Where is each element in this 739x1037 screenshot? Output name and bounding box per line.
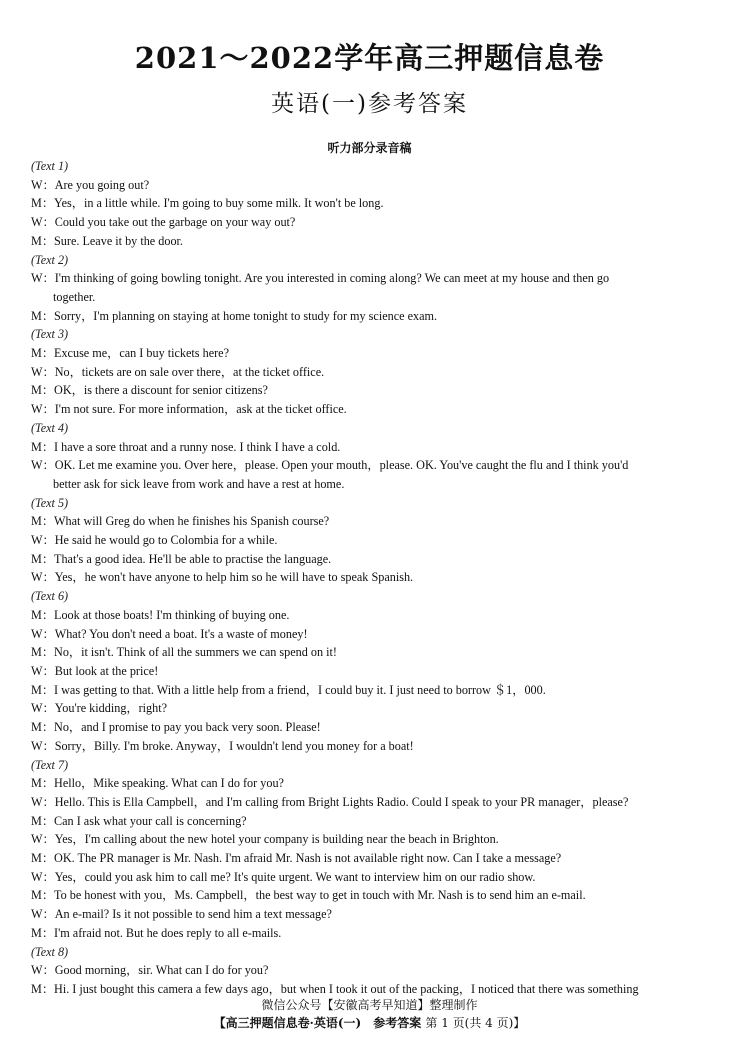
- text-section-label: (Text 8): [31, 944, 69, 959]
- footer-paper-name: 【高三押题信息卷·英语(一) 参考答案: [213, 1016, 422, 1030]
- dialogue-line: W：Yes，could you ask him to call me? It's quite urgent. We want to interview him on our radio show.: [31, 869, 536, 884]
- text-section-label: (Text 7): [31, 757, 69, 772]
- text-section-label: (Text 6): [31, 589, 69, 604]
- document-subtitle: 英语(一)参考答案: [271, 91, 468, 117]
- dialogue-line: M：No，and I promise to pay you back very soon. Please!: [31, 720, 321, 735]
- text-section-label: (Text 5): [31, 495, 69, 510]
- dialogue-line: M：Sorry，I'm planning on staying at home tonight to study for my science exam.: [31, 308, 438, 323]
- section-title: 听力部分录音稿: [327, 141, 412, 155]
- dialogue-line: M：Hello，Mike speaking. What can I do for you?: [31, 776, 284, 791]
- text-section-label: (Text 1): [31, 159, 69, 173]
- dialogue-line: W：Hello. This is Ella Campbell，and I'm calling from Bright Lights Radio. Could I speak to your PR manager，please?: [31, 794, 629, 809]
- dialogue-line: W：What? You don't need a boat. It's a waste of money!: [31, 626, 308, 641]
- dialogue-line: M：Sure. Leave it by the door.: [31, 233, 183, 248]
- dialogue-line: together.: [53, 289, 96, 304]
- dialogue-line: W：I'm not sure. For more information，ask at the ticket office.: [31, 402, 347, 417]
- dialogue-line: W：Yes，I'm calling about the new hotel your company is building near the beach in Brighton.: [31, 832, 499, 847]
- dialogue-line: W：But look at the price!: [31, 663, 159, 678]
- dialogue-line: M：Look at those boats! I'm thinking of buying one.: [31, 607, 290, 622]
- dialogue-line: M：OK，is there a discount for senior citizens?: [31, 383, 268, 398]
- text-section-label: (Text 2): [31, 252, 69, 267]
- dialogue-line: W：Sorry，Billy. I'm broke. Anyway，I wouldn't lend you money for a boat!: [31, 738, 414, 753]
- dialogue-line: M：Can I ask what your call is concerning?: [31, 813, 247, 828]
- text-section-label: (Text 3): [31, 327, 69, 342]
- dialogue-line: M：I was getting to that. With a little help from a friend，I could buy it. I just need to borrow ＄1，000.: [31, 682, 546, 697]
- dialogue-line: W：Are you going out?: [31, 177, 150, 192]
- footer-page-number: 第 1 页(共 4 页)】: [425, 1016, 526, 1030]
- dialogue-line: W：He said he would go to Colombia for a while.: [31, 533, 278, 548]
- footer-page-info: [0, 1014, 739, 1031]
- document-title: 2021～2022学年高三押题信息卷: [134, 41, 605, 75]
- dialogue-line: W：Yes，he won't have anyone to help him so he will have to speak Spanish.: [31, 570, 414, 585]
- dialogue-line: M：What will Greg do when he finishes his Spanish course?: [31, 514, 330, 529]
- transcript-body: [31, 157, 715, 999]
- dialogue-line: M：Yes，in a little while. I'm going to buy some milk. It won't be long.: [31, 196, 384, 211]
- dialogue-line: W：Could you take out the garbage on your way out?: [31, 215, 296, 230]
- dialogue-line: W：Good morning，sir. What can I do for you?: [31, 963, 269, 978]
- dialogue-line: M：To be honest with you，Ms. Campbell，the best way to get in touch with Mr. Nash is to send him an e-mail.: [31, 888, 586, 903]
- dialogue-line: W：OK. Let me examine you. Over here，please. Open your mouth，please. OK. You've caught the flu and I think you'd: [31, 458, 629, 473]
- dialogue-line: M：That's a good idea. He'll be able to practise the language.: [31, 551, 332, 566]
- dialogue-line: M：Excuse me，can I buy tickets here?: [31, 346, 229, 361]
- footer-wechat-note: 微信公众号【安徽高考早知道】整理制作: [261, 998, 478, 1012]
- dialogue-line: M：OK. The PR manager is Mr. Nash. I'm afraid Mr. Nash is not available right now. Can I take a message?: [31, 851, 562, 866]
- dialogue-line: M：Hi. I just bought this camera a few days ago，but when I took it out of the packing，I noticed that there was something: [31, 981, 639, 996]
- dialogue-line: better ask for sick leave from work and have a rest at home.: [53, 476, 345, 491]
- dialogue-line: M：No，it isn't. Think of all the summers we can spend on it!: [31, 645, 337, 660]
- dialogue-line: M：I have a sore throat and a runny nose. I think I have a cold.: [31, 439, 341, 454]
- dialogue-line: W：You're kidding，right?: [31, 701, 168, 716]
- text-section-label: (Text 4): [31, 420, 69, 435]
- dialogue-line: W：An e-mail? Is it not possible to send him a text message?: [31, 907, 332, 922]
- dialogue-line: M：I'm afraid not. But he does reply to all e-mails.: [31, 925, 282, 940]
- dialogue-line: W：No，tickets are on sale over there，at the ticket office.: [31, 364, 325, 379]
- dialogue-line: W：I'm thinking of going bowling tonight. Are you interested in coming along? We can meet at my house and then go: [31, 271, 610, 286]
